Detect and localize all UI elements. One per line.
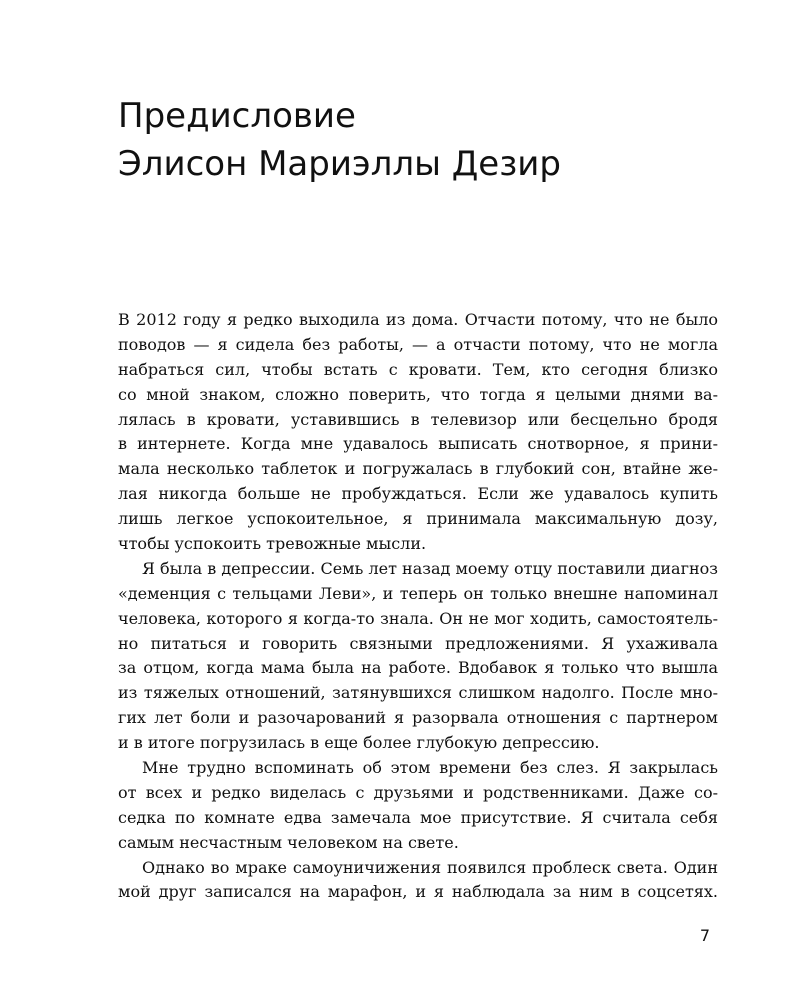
text-line: мала несколько таблеток и погружалась в глубокий сон, втайне же- xyxy=(118,459,718,479)
chapter-title-line-2: Элисон Мариэллы Дезир xyxy=(118,144,561,184)
text-line: Я была в депрессии. Семь лет назад моему отцу поставили диагноз xyxy=(142,558,718,578)
text-line: седка по комнате едва замечала мое присутствие. Я считала себя xyxy=(118,807,718,827)
text-line: чтобы успокоить тревожные мысли. xyxy=(118,534,427,554)
text-line: «деменция с тельцами Леви», и теперь он только внешне напоминал xyxy=(118,583,718,603)
text-line: от всех и редко виделась с друзьями и родственниками. Даже со- xyxy=(118,782,718,802)
text-line: лялась в кровати, уставившись в телевизор или бесцельно бродя xyxy=(118,409,718,429)
text-line: лая никогда больше не пробуждаться. Если же удавалось купить xyxy=(118,484,718,504)
text-line: и в итоге погрузилась в еще более глубокую депрессию. xyxy=(118,733,600,753)
body-text xyxy=(118,308,718,905)
text-line: мой друг записался на марафон, и я наблюдала за ним в соцсетях. xyxy=(118,882,718,902)
text-line: Однако во мраке самоуничижения появился проблеск света. Один xyxy=(142,857,718,877)
text-line: лишь легкое успокоительное, я принимала максимальную дозу, xyxy=(118,509,718,529)
chapter-title-line-1: Предисловие xyxy=(118,96,356,136)
text-line: в интернете. Когда мне удавалось выписать снотворное, я прини- xyxy=(118,434,718,454)
text-line: гих лет боли и разочарований я разорвала отношения с партнером xyxy=(118,708,718,728)
text-line: человека, которого я когда-то знала. Он не мог ходить, самостоятель- xyxy=(118,608,718,628)
text-line: В 2012 году я редко выходила из дома. Отчасти потому, что не было xyxy=(118,310,718,329)
chapter-title xyxy=(118,92,718,188)
text-line: за отцом, когда мама была на работе. Вдобавок я только что вышла xyxy=(118,658,718,678)
text-line: Мне трудно вспоминать об этом времени без слез. Я закрылась xyxy=(142,758,718,778)
text-line: но питаться и говорить связными предложениями. Я ухаживала xyxy=(118,633,718,653)
page-number: 7 xyxy=(699,926,710,945)
text-line: самым несчастным человеком на свете. xyxy=(118,832,459,852)
text-line: поводов — я сидела без работы, — а отчасти потому, что не могла xyxy=(118,334,718,354)
text-line: набраться сил, чтобы встать с кровати. Тем, кто сегодня близко xyxy=(118,359,718,379)
text-line: из тяжелых отношений, затянувшихся слишком надолго. После мно- xyxy=(118,683,718,703)
text-line: со мной знаком, сложно поверить, что тогда я целыми днями ва- xyxy=(118,384,718,404)
